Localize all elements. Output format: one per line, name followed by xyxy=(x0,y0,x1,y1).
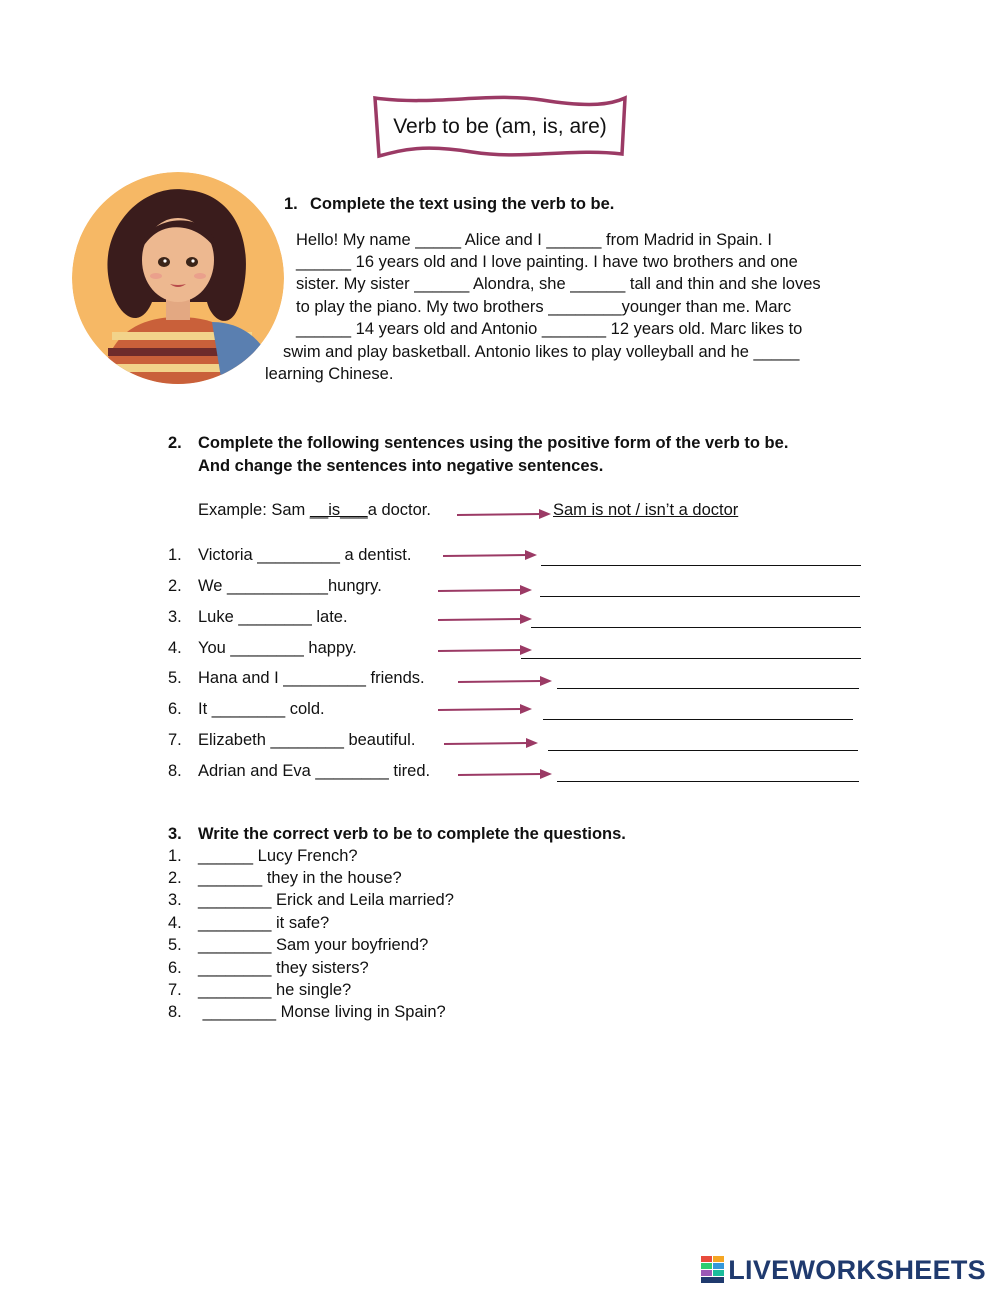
s2-item-2 xyxy=(168,577,382,596)
liveworksheets-logo-text: LIVEWORKSHEETS xyxy=(728,1254,986,1285)
s3-item-2-text: _______ they in the house? xyxy=(198,869,402,887)
s3-item-6-number: 6. xyxy=(168,959,182,977)
s3-item-5-number: 5. xyxy=(168,936,182,954)
s2-item-8-text: Adrian and Eva ________ tired. xyxy=(198,762,431,780)
s2-item-2-text: We ___________hungry. xyxy=(198,577,382,595)
s3-item-1-number: 1. xyxy=(168,847,182,865)
girl-avatar-illustration xyxy=(72,172,284,384)
section3-number: 3. xyxy=(168,825,182,843)
s2-item-3-number: 3. xyxy=(168,608,182,626)
s3-item-7 xyxy=(168,981,351,1000)
s2-item-8-arrow-icon xyxy=(456,767,554,781)
liveworksheets-logo-icon xyxy=(701,1256,725,1284)
section1-line-6: swim and play basketball. Antonio likes to play volleyball and he _____ xyxy=(283,343,800,361)
s3-item-7-number: 7. xyxy=(168,981,182,999)
s3-item-7-text: ________ he single? xyxy=(198,981,352,999)
s2-item-2-number: 2. xyxy=(168,577,182,595)
s2-item-5-number: 5. xyxy=(168,669,182,687)
section1-line-7: learning Chinese. xyxy=(265,365,394,383)
section3-heading xyxy=(168,825,626,844)
s2-item-5 xyxy=(168,669,425,688)
section1-line-4: to play the piano. My two brothers ________younger than me. Marc xyxy=(296,298,792,316)
liveworksheets-logo[interactable] xyxy=(701,1254,986,1286)
s3-item-8 xyxy=(168,1003,446,1022)
s3-item-8-text: ________ Monse living in Spain? xyxy=(198,1003,446,1021)
s3-item-4-number: 4. xyxy=(168,914,182,932)
s2-item-7-number: 7. xyxy=(168,731,182,749)
section1-line-1: Hello! My name _____ Alice and I ______ from Madrid in Spain. I xyxy=(296,231,773,249)
s3-item-5-text: ________ Sam your boyfriend? xyxy=(198,936,429,954)
s3-item-4 xyxy=(168,914,329,933)
section1-line-5: ______ 14 years old and Antonio _______ 12 years old. Marc likes to xyxy=(296,320,803,338)
s2-item-4-text: You ________ happy. xyxy=(198,639,357,657)
s2-item-7-arrow-icon xyxy=(442,736,540,750)
section1-heading xyxy=(284,195,614,214)
s3-item-2-number: 2. xyxy=(168,869,182,887)
s2-item-1 xyxy=(168,546,411,565)
example-sentence xyxy=(198,501,431,520)
s2-item-1-arrow-icon xyxy=(441,548,539,562)
s2-item-8 xyxy=(168,762,430,781)
section1-heading-text: Complete the text using the verb to be. xyxy=(310,195,615,213)
s3-item-5 xyxy=(168,936,428,955)
s3-item-4-text: ________ it safe? xyxy=(198,914,330,932)
s2-item-2-arrow-icon xyxy=(436,583,534,597)
s3-item-8-number: 8. xyxy=(168,1003,182,1021)
s3-item-3-number: 3. xyxy=(168,891,182,909)
s3-item-6 xyxy=(168,959,369,978)
section2-heading-line1: Complete the following sentences using the positive form of the verb to be. xyxy=(198,434,789,452)
s2-item-8-answer-line[interactable] xyxy=(557,781,859,782)
s2-item-3-arrow-icon xyxy=(436,612,534,626)
section2-number: 2. xyxy=(168,434,182,452)
s2-item-4-arrow-icon xyxy=(436,643,534,657)
s2-item-6-number: 6. xyxy=(168,700,182,718)
example-answer: __is___ xyxy=(309,501,368,519)
section3-heading-text: Write the correct verb to be to complete the questions. xyxy=(198,825,626,843)
s2-item-3 xyxy=(168,608,348,627)
section1-line-3: sister. My sister ______ Alondra, she ______ tall and thin and she loves xyxy=(296,275,821,293)
s2-item-5-text: Hana and I _________ friends. xyxy=(198,669,425,687)
section1-number: 1. xyxy=(284,195,298,213)
page-title: Verb to be (am, is, are) xyxy=(393,115,607,138)
s2-item-5-arrow-icon xyxy=(456,674,554,688)
example-prefix: Example: Sam xyxy=(198,501,310,519)
s2-item-1-text: Victoria _________ a dentist. xyxy=(198,546,412,564)
s2-item-6-arrow-icon xyxy=(436,702,534,716)
s3-item-3 xyxy=(168,891,454,910)
section2-heading xyxy=(168,434,788,453)
s2-item-3-answer-line[interactable] xyxy=(531,627,861,628)
s3-item-1-text: ______ Lucy French? xyxy=(198,847,358,865)
s2-item-4-answer-line[interactable] xyxy=(521,658,861,659)
example-negative: Sam is not / isn’t a doctor xyxy=(553,501,739,519)
s3-item-2 xyxy=(168,869,402,888)
s2-item-3-text: Luke ________ late. xyxy=(198,608,348,626)
s2-item-6-text: It ________ cold. xyxy=(198,700,325,718)
s2-item-6-answer-line[interactable] xyxy=(543,719,853,720)
s2-item-4 xyxy=(168,639,357,658)
s2-item-6 xyxy=(168,700,325,719)
section1-line-2: ______ 16 years old and I love painting. I have two brothers and one xyxy=(296,253,798,271)
s3-item-1 xyxy=(168,847,358,866)
s2-item-2-answer-line[interactable] xyxy=(540,596,860,597)
s2-item-8-number: 8. xyxy=(168,762,182,780)
s2-item-5-answer-line[interactable] xyxy=(557,688,859,689)
example-arrow-icon xyxy=(455,507,553,521)
s2-item-7 xyxy=(168,731,415,750)
s3-item-6-text: ________ they sisters? xyxy=(198,959,369,977)
s2-item-7-text: Elizabeth ________ beautiful. xyxy=(198,731,416,749)
s3-item-3-text: ________ Erick and Leila married? xyxy=(198,891,454,909)
s2-item-4-number: 4. xyxy=(168,639,182,657)
s2-item-1-number: 1. xyxy=(168,546,182,564)
section2-heading-line2: And change the sentences into negative sentences. xyxy=(198,457,604,475)
s2-item-7-answer-line[interactable] xyxy=(548,750,858,751)
title-banner xyxy=(372,94,628,160)
example-suffix: a doctor. xyxy=(367,501,431,519)
s2-item-1-answer-line[interactable] xyxy=(541,565,861,566)
